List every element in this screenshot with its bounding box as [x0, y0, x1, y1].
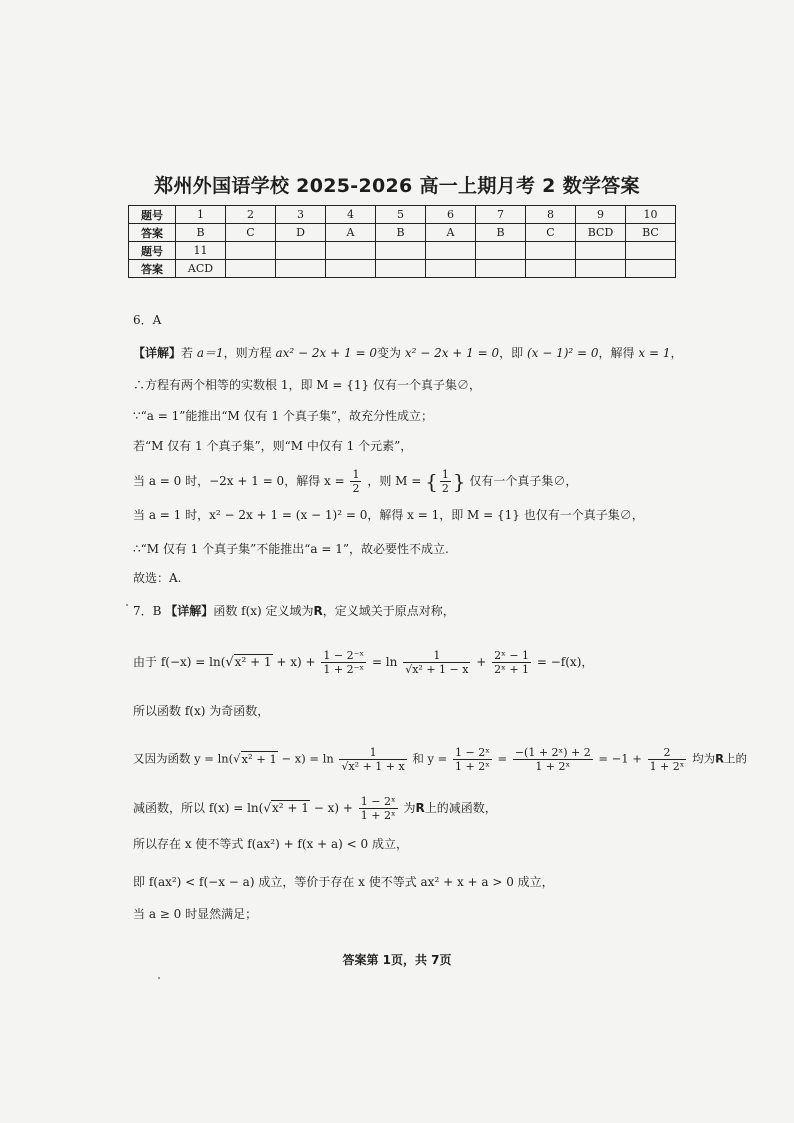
table-cell: C — [526, 224, 576, 242]
table-header-cell: 题号 — [129, 242, 176, 260]
q6-line-5: 当 a = 0 时，−2x + 1 = 0，解得 x = $\frac{1}{2}$ ，则 M = { $\frac{1}{2}$ } 仅有一个真子集∅， — [133, 468, 578, 495]
q6-line-6: 当 a = 1 时，x² − 2x + 1 = (x − 1)² = 0，解得 x = 1，即 M = {1} 也仅有一个真子集∅， — [133, 508, 644, 522]
real-set: R — [313, 604, 323, 618]
math: x² − 2x + 1 = 0 — [404, 346, 500, 360]
math: x = 1 — [638, 346, 671, 360]
fraction: $\frac{\text{1 − 2ˣ}}{\text{1 + 2ˣ}}$ — [360, 795, 396, 822]
table-cell — [626, 260, 676, 278]
table-row — [129, 206, 676, 224]
table-cell: 7 — [476, 206, 526, 224]
table-cell — [376, 260, 426, 278]
text: − x) + — [313, 801, 353, 815]
text: 仅有一个真子集∅， — [469, 474, 578, 488]
text: 上的 — [723, 751, 747, 766]
table-cell: BC — [626, 224, 676, 242]
text: ，则方程 — [223, 346, 272, 360]
table-cell: B — [376, 224, 426, 242]
table-header-cell: 答案 — [129, 260, 176, 278]
real-set: R — [715, 751, 724, 766]
table-cell: 1 — [176, 206, 226, 224]
page-footer: 答案第 1页，共 7页 — [342, 953, 452, 967]
sqrt: x² + 1 — [271, 801, 309, 815]
text: = — [497, 751, 508, 766]
text: = ln — [371, 655, 398, 669]
q7-line-2: 由于 f(−x) = ln(√x² + 1 + x) + $\frac{\text{1 − 2⁻ˣ}}{\text{1 + 2⁻ˣ}}$ = ln $\frac{1}{\text{√x² + 1 − x}}$ + $\frac{\text{2ˣ − 1}}{\text{2ˣ + 1}}$ = −f(x)， — [133, 649, 594, 676]
text: ，定义域关于原点对称， — [322, 604, 455, 618]
text: ， — [670, 346, 683, 360]
q6-line-3: ∵“a = 1”能推出“M 仅有 1 个真子集”，故充分性成立； — [133, 409, 434, 423]
table-cell: 8 — [526, 206, 576, 224]
text: 为 — [403, 801, 416, 815]
text: 上的减函数， — [424, 801, 497, 815]
text: ，则 M = — [367, 474, 422, 488]
table-cell — [376, 242, 426, 260]
table-cell: C — [226, 224, 276, 242]
text: 又因为函数 y = ln( — [133, 751, 234, 766]
sqrt: x² + 1 — [234, 655, 272, 669]
text: 若 — [181, 346, 194, 360]
table-cell — [226, 260, 276, 278]
table-cell: ACD — [176, 260, 226, 278]
table-cell: A — [326, 224, 376, 242]
scan-speck — [158, 977, 160, 979]
fraction: $\frac{1}{2}$ — [441, 468, 449, 495]
q6-line-8: 故选：A. — [133, 571, 182, 585]
fraction: $\frac{1}{\text{√x² + 1 + x}}$ — [341, 746, 405, 773]
table-row — [129, 242, 676, 260]
table-cell: 3 — [276, 206, 326, 224]
table-cell — [276, 260, 326, 278]
fraction: $\frac{1}{2}$ — [352, 468, 360, 495]
q6-line-2: ∴方程有两个相等的实数根 1，即 M = {1} 仅有一个真子集∅， — [133, 378, 481, 392]
table-row — [129, 260, 676, 278]
table-cell — [526, 260, 576, 278]
table-cell — [276, 242, 326, 260]
real-set: R — [415, 801, 425, 815]
table-cell: A — [426, 224, 476, 242]
text: 均为 — [692, 751, 716, 766]
table-cell — [526, 242, 576, 260]
text: ，解得 — [598, 346, 635, 360]
math: (x − 1)² = 0 — [526, 346, 599, 360]
table-cell — [576, 260, 626, 278]
page-title: 郑州外国语学校 2025-2026 高一上期月考 2 数学答案 — [154, 175, 640, 197]
table-cell — [476, 260, 526, 278]
fraction: $\frac{\text{2ˣ − 1}}{\text{2ˣ + 1}}$ — [494, 649, 530, 676]
table-cell — [226, 242, 276, 260]
table-cell: 9 — [576, 206, 626, 224]
table-cell: 6 — [426, 206, 476, 224]
text: ，即 — [499, 346, 524, 360]
text: = −1 + — [598, 751, 642, 766]
text: − x) = ln — [281, 751, 334, 766]
q7-line-8: 当 a ≥ 0 时显然满足； — [133, 907, 258, 921]
table-header-cell: 答案 — [129, 224, 176, 242]
table-cell — [426, 242, 476, 260]
math: ax² − 2x + 1 = 0 — [275, 346, 377, 360]
sqrt: x² + 1 — [241, 751, 277, 766]
table-cell: B — [476, 224, 526, 242]
table-cell: 10 — [626, 206, 676, 224]
math: a＝1 — [196, 346, 224, 360]
text: 函数 f(x) 定义域为 — [213, 604, 314, 618]
fraction: $\frac{2}{\text{1 + 2ˣ}}$ — [649, 746, 685, 773]
text: = −f(x)， — [536, 655, 594, 669]
text: 7．B — [133, 604, 162, 618]
text: + x) + — [276, 655, 316, 669]
q7-line-4: 又因为函数 y = ln(√x² + 1 − x) = ln $\frac{1}{\text{√x² + 1 + x}}$ 和 y = $\frac{\text{1 − 2ˣ}}{\text{1 + 2ˣ}}$ = $\frac{\text{−(1 + 2ˣ) + 2}}{\text{1 + 2ˣ}}$ = −1 + $\frac{2}{\text{1 + 2ˣ}}$ 均为R上的 — [133, 746, 747, 773]
q7-line-7: 即 f(ax²) < f(−x − a) 成立，等价于存在 x 使不等式 ax² + x + a > 0 成立， — [133, 875, 554, 889]
table-cell: B — [176, 224, 226, 242]
table-row — [129, 224, 676, 242]
table-cell — [326, 242, 376, 260]
table-cell: 5 — [376, 206, 426, 224]
answer-table — [128, 205, 676, 278]
fraction: $\frac{\text{1 − 2ˣ}}{\text{1 + 2ˣ}}$ — [454, 746, 490, 773]
q6-line-4: 若“M 仅有 1 个真子集”，则“M 中仅有 1 个元素”， — [133, 439, 413, 453]
q7-line-5: 减函数，所以 f(x) = ln(√x² + 1 − x) + $\frac{\text{1 − 2ˣ}}{\text{1 + 2ˣ}}$ 为R上的减函数， — [133, 795, 497, 822]
table-cell — [476, 242, 526, 260]
q6-heading: 6．A — [133, 313, 162, 327]
table-cell: 2 — [226, 206, 276, 224]
text: 减函数，所以 f(x) = ln( — [133, 801, 264, 815]
q6-line-7: ∴“M 仅有 1 个真子集”不能推出“a = 1”，故必要性不成立. — [133, 542, 449, 556]
q7-line-6: 所以存在 x 使不等式 f(ax²) + f(x + a) < 0 成立， — [133, 837, 408, 851]
table-header-cell: 题号 — [129, 206, 176, 224]
table-cell — [426, 260, 476, 278]
table-cell: 4 — [326, 206, 376, 224]
fraction: $\frac{\text{1 − 2⁻ˣ}}{\text{1 + 2⁻ˣ}}$ — [323, 649, 365, 676]
text: 和 y = — [412, 751, 448, 766]
table-cell — [576, 242, 626, 260]
text: 当 a = 0 时，−2x + 1 = 0，解得 x = — [133, 474, 345, 488]
text: + — [476, 655, 487, 669]
q7-line-3: 所以函数 f(x) 为奇函数， — [133, 704, 270, 718]
text: 变为 — [376, 346, 401, 360]
detail-tag: 【详解】 — [165, 604, 214, 618]
table-cell: 11 — [176, 242, 226, 260]
detail-tag: 【详解】 — [133, 346, 182, 360]
fraction: $\frac{\text{−(1 + 2ˣ) + 2}}{\text{1 + 2ˣ}}$ — [514, 746, 591, 773]
fraction: $\frac{1}{\text{√x² + 1 − x}}$ — [405, 649, 469, 676]
table-cell: D — [276, 224, 326, 242]
scan-speck — [126, 604, 128, 606]
table-cell — [626, 242, 676, 260]
table-cell: BCD — [576, 224, 626, 242]
q6-line-1 — [133, 345, 683, 361]
text: 由于 f(−x) = ln( — [133, 655, 226, 669]
table-cell — [326, 260, 376, 278]
q7-heading — [133, 603, 455, 619]
